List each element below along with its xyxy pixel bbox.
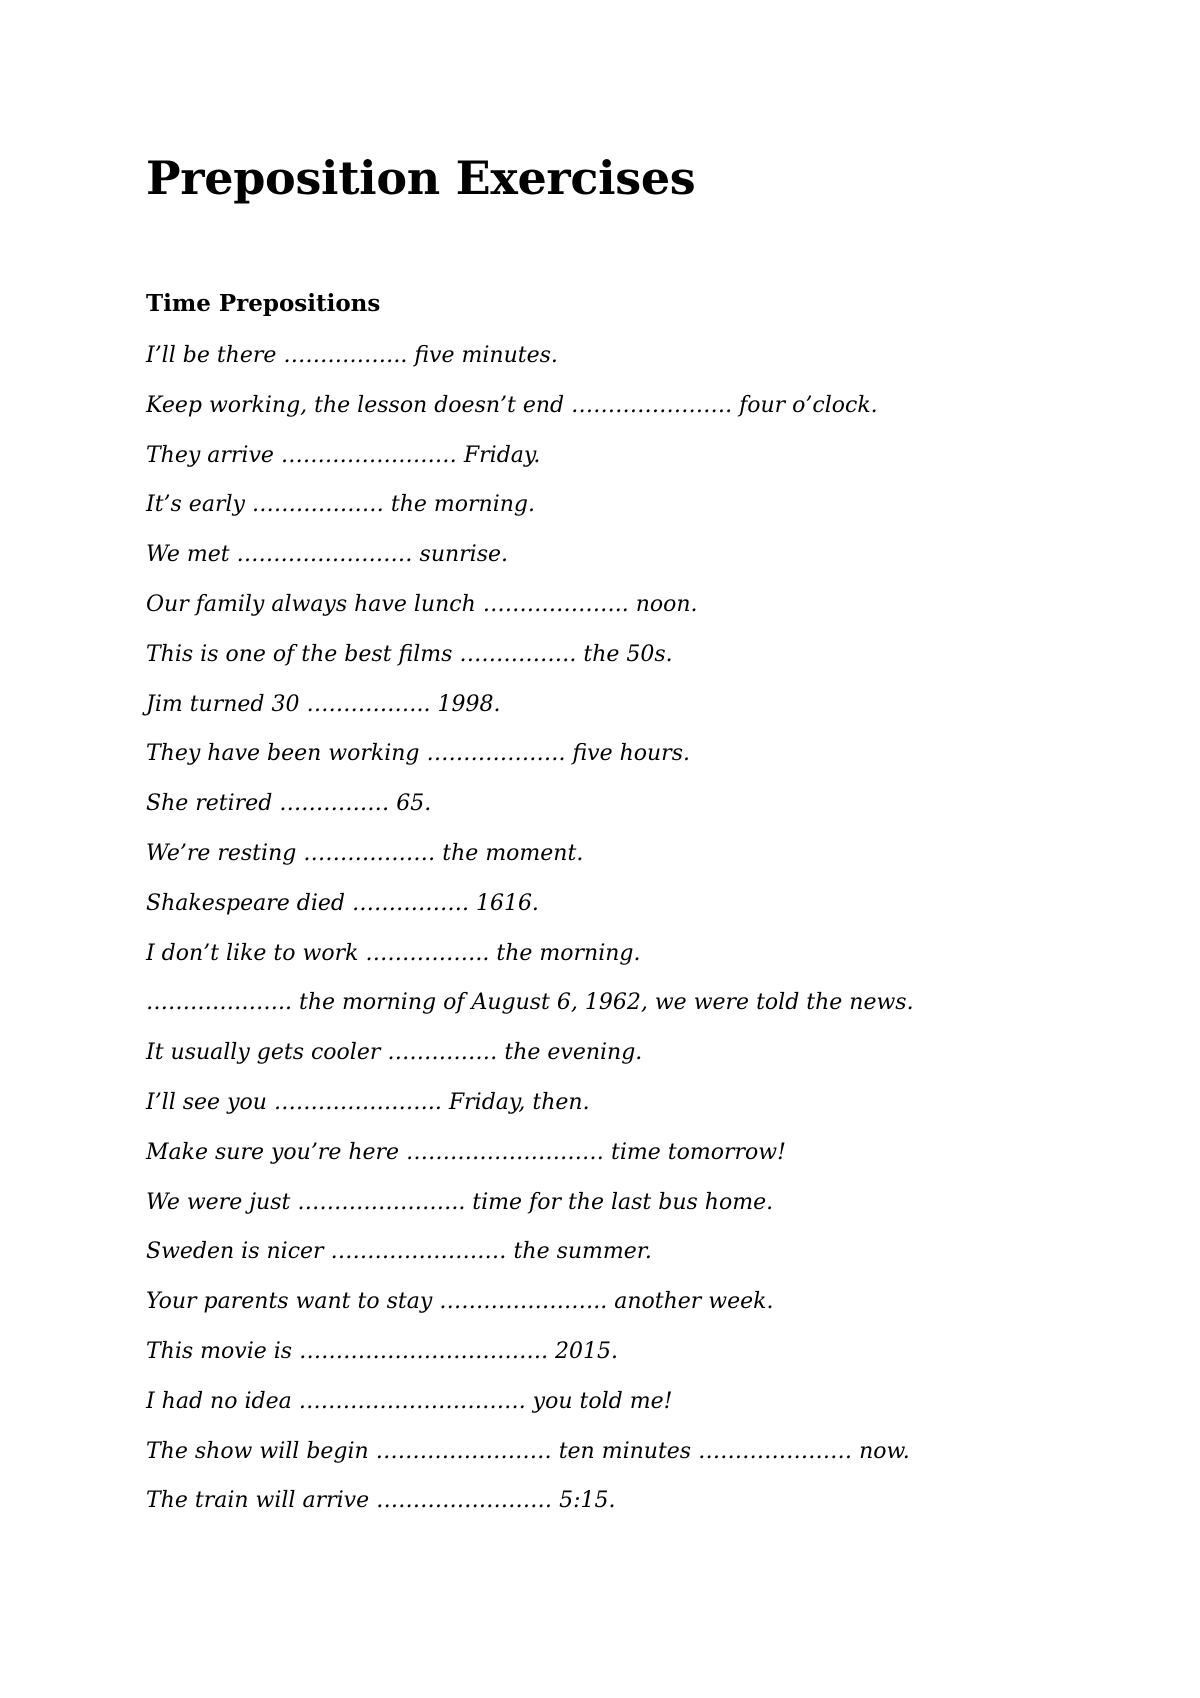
exercise-sentence: We were just ………………….. time for the last bus home. bbox=[146, 1189, 774, 1215]
exercise-sentence: They arrive …………………… Friday. bbox=[146, 442, 541, 468]
section-heading: Time Prepositions bbox=[146, 290, 381, 317]
exercise-sentence: The train will arrive …………………… 5:15. bbox=[146, 1488, 616, 1514]
exercise-sentence: Our family always have lunch ……………….. noon. bbox=[146, 591, 698, 617]
exercise-sentence: We’re resting ……………… the moment. bbox=[146, 840, 584, 866]
exercise-sentence: We met …………………… sunrise. bbox=[146, 542, 509, 568]
exercise-sentence: Make sure you’re here ……………………… time tomorrow! bbox=[146, 1139, 786, 1165]
exercise-sentence: ……………….. the morning of August 6, 1962, we were told the news. bbox=[146, 990, 914, 1016]
exercise-sentence: I’ll see you ………………….. Friday, then. bbox=[146, 1089, 590, 1115]
exercise-sentence: It usually gets cooler …………… the evening. bbox=[146, 1040, 643, 1066]
exercise-list bbox=[146, 338, 914, 1533]
exercise-sentence: This is one of the best films ……………. the 50s. bbox=[146, 641, 673, 667]
exercise-sentence: Jim turned 30 …………….. 1998. bbox=[146, 691, 501, 717]
exercise-sentence: It’s early ……………… the morning. bbox=[146, 492, 536, 518]
exercise-sentence: Keep working, the lesson doesn’t end …………………. four o’clock. bbox=[146, 392, 878, 418]
exercise-sentence: She retired …………… 65. bbox=[146, 791, 432, 817]
exercise-sentence: I’ll be there …………….. five minutes. bbox=[146, 343, 558, 368]
exercise-sentence: I had no idea …………………………. you told me! bbox=[146, 1388, 673, 1414]
exercise-sentence: The show will begin …………………… ten minutes ………………… now. bbox=[146, 1438, 910, 1464]
exercise-sentence: I don’t like to work …………….. the morning. bbox=[146, 940, 641, 966]
exercise-sentence: This movie is ……………………………. 2015. bbox=[146, 1338, 619, 1364]
page-title: Preposition Exercises bbox=[146, 151, 696, 205]
exercise-sentence: Sweden is nicer …………………… the summer. bbox=[146, 1239, 652, 1265]
exercise-sentence: They have been working ………………. five hours. bbox=[146, 741, 690, 767]
exercise-sentence: Your parents want to stay ………………….. another week. bbox=[146, 1289, 774, 1315]
exercise-sentence: Shakespeare died ……………. 1616. bbox=[146, 890, 539, 916]
